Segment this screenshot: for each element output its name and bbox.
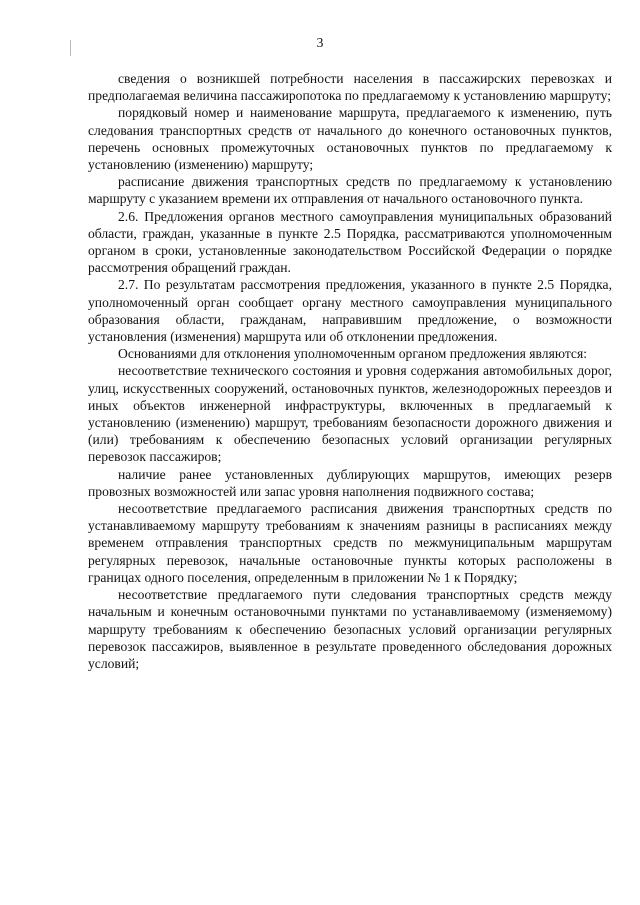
paragraph-2-6: 2.6. Предложения органов местного самоуправления муниципальных образований области, граждан, указанные в пункте 2.5 Порядка, рассматриваются уполномоченным органом в сроки, установленные законодательством Российской Федерации о порядке рассмотрения обращений граждан.	[88, 208, 612, 276]
paragraph-route-number: порядковый номер и наименование маршрута, предлагаемого к изменению, путь следования транспортных средств от начального до конечного остановочных пунктов, перечень основных промежуточных остановочных пунктов по предлагаемому к установлению (изменению) маршруту;	[88, 105, 612, 173]
document-body	[88, 70, 612, 672]
page-number: 3	[316, 35, 324, 50]
paragraph-duplicate-routes: наличие ранее установленных дублирующих маршрутов, имеющих резерв провозных возможностей или запас уровня наполнения подвижного состава;	[88, 466, 612, 499]
paragraph-rejection-grounds: Основаниями для отклонения уполномоченным органом предложения являются:	[118, 346, 587, 362]
paragraph-demand-info: сведения о возникшей потребности населения в пассажирских перевозках и предполагаемая величина пассажиропотока по предлагаемому к установлению маршруту;	[88, 71, 612, 104]
paragraph-schedule: расписание движения транспортных средств по предлагаемому к установлению маршруту с указанием времени их отправления от начального остановочного пункта.	[88, 174, 612, 207]
paragraph-road-mismatch: несоответствие технического состояния и уровня содержания автомобильных дорог, улиц, искусственных сооружений, остановочных пунктов, железнодорожных переездов и иных объектов инженерной инфраструктуры, включенных в предлагаемый к установлению (изменению) маршрут, требованиям безопасности дорожного движения и (или) требованиям к обеспечению безопасных условий организации регулярных перевозок пассажиров;	[88, 363, 612, 465]
paragraph-schedule-mismatch: несоответствие предлагаемого расписания движения транспортных средств по устанавливаемому маршруту требованиям к значениям разницы в расписаниях между временем отправления транспортных средств по межмуниципальным маршрутам регулярных перевозок, начальные остановочные пункты которых расположены в границах одного поселения, определенным в приложении № 1 к Порядку;	[88, 501, 612, 585]
paragraph-path-mismatch: несоответствие предлагаемого пути следования транспортных средств между начальным и конечным остановочными пунктами по устанавливаемому (изменяемому) маршруту требованиям к обеспечению безопасных условий организации регулярных перевозок пассажиров, выявленное в результате проведенного обследования дорожных условий;	[88, 587, 612, 671]
paragraph-2-7: 2.7. По результатам рассмотрения предложения, указанного в пункте 2.5 Порядка, уполномоченный орган сообщает органу местного самоуправления муниципального образования области, гражданам, направившим предложение, о возможности установления (изменения) маршрута или об отклонении предложения.	[88, 277, 612, 345]
